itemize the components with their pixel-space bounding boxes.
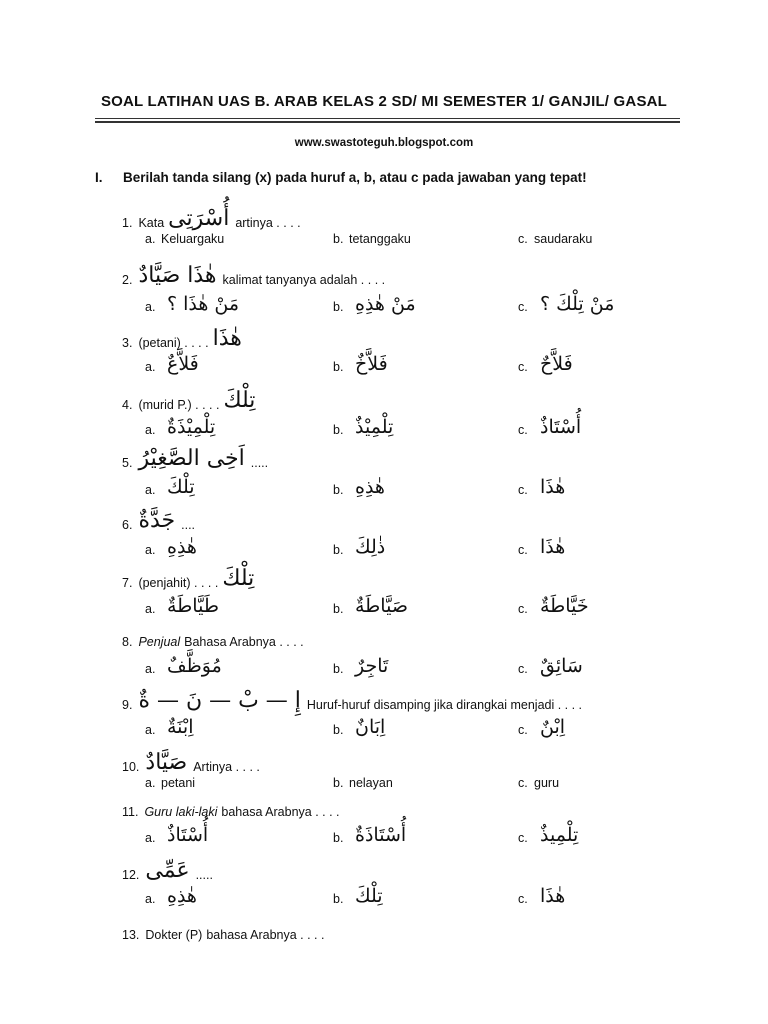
question-arabic-text: عَمِّى: [145, 858, 190, 883]
option-text: أُسْتَاذٌ: [167, 824, 209, 846]
option-text: هٰذِهِ: [167, 885, 197, 907]
question-prefix: Penjual: [138, 635, 181, 649]
option-text: مَنْ تِلْكَ ؟: [540, 293, 615, 315]
question-6: [122, 510, 195, 532]
option-6-a[interactable]: [145, 538, 197, 557]
option-10-c[interactable]: [518, 776, 559, 790]
option-label: c.: [518, 602, 528, 616]
question-4: [122, 390, 261, 412]
option-text: سَائِقٌ: [540, 655, 583, 677]
question-number: 10.: [122, 760, 140, 774]
question-arabic-text: هٰذَا صَيَّادٌ: [138, 263, 217, 288]
option-label: b.: [333, 483, 344, 497]
question-arabic-text: أُسْرَتِى: [168, 206, 230, 231]
option-text: تِلْمِيْذٌ: [355, 416, 394, 438]
option-2-b[interactable]: [333, 295, 416, 314]
option-8-c[interactable]: [518, 657, 583, 676]
question-number: 3.: [122, 336, 133, 350]
question-number: 4.: [122, 398, 133, 412]
option-label: a.: [145, 662, 156, 676]
option-label: a.: [145, 300, 156, 314]
option-4-a[interactable]: [145, 418, 215, 437]
option-2-a[interactable]: [145, 295, 239, 314]
option-label: c.: [518, 543, 528, 557]
question-prefix: Kata: [138, 216, 165, 230]
question-8: [122, 635, 304, 649]
option-label: b.: [333, 723, 344, 737]
option-text: صَيَّاطَةٌ: [355, 595, 408, 617]
question-prefix: (murid P.) . . . .: [138, 398, 220, 412]
option-11-a[interactable]: [145, 826, 208, 845]
option-label: b.: [333, 300, 344, 314]
question-suffix: Artinya . . . .: [193, 760, 260, 774]
option-text: تِلْمِيذٌ: [540, 824, 579, 846]
option-text: saudaraku: [534, 232, 593, 246]
option-1-a[interactable]: [145, 232, 224, 246]
question-suffix: bahasa Arabnya . . . .: [221, 805, 340, 819]
option-label: a.: [145, 723, 156, 737]
option-label: b.: [333, 423, 344, 437]
question-arabic-text: صَيَّادٌ: [145, 750, 188, 775]
option-text: tetanggaku: [349, 232, 411, 246]
option-label: a.: [145, 423, 156, 437]
question-number: 1.: [122, 216, 133, 230]
option-3-a[interactable]: [145, 355, 199, 374]
option-label: b.: [333, 892, 344, 906]
option-text: اِبْنٌ: [540, 716, 566, 738]
option-10-a[interactable]: [145, 776, 195, 790]
option-11-b[interactable]: [333, 826, 406, 845]
question-1: [122, 208, 301, 230]
option-1-b[interactable]: [333, 232, 411, 246]
option-label: c.: [518, 232, 528, 246]
question-number: 9.: [122, 698, 133, 712]
question-12: [122, 860, 213, 882]
option-label: b.: [333, 360, 344, 374]
question-prefix: (petani) . . . .: [138, 336, 209, 350]
option-5-a[interactable]: [145, 478, 195, 497]
option-text: تِلْمِيْذَةٌ: [167, 416, 216, 438]
question-arabic-text: جَدَّةٌ: [138, 508, 176, 533]
question-number: 5.: [122, 456, 133, 470]
question-suffix: kalimat tanyanya adalah . . . .: [222, 273, 386, 287]
question-9: [122, 690, 582, 712]
option-4-b[interactable]: [333, 418, 393, 437]
option-label: c.: [518, 723, 528, 737]
option-text: Keluargaku: [161, 232, 225, 246]
option-5-b[interactable]: [333, 478, 385, 497]
option-text: petani: [161, 776, 196, 790]
question-2: [122, 265, 385, 287]
option-text: أُسْتَاذَةٌ: [355, 824, 407, 846]
option-label: c.: [518, 831, 528, 845]
question-suffix: Huruf-huruf disamping jika dirangkai menjadi . . . .: [306, 698, 583, 712]
option-text: مُوَظَّفٌ: [167, 655, 222, 677]
question-number: 13.: [122, 928, 140, 942]
option-text: هٰذَا: [540, 476, 566, 498]
option-1-c[interactable]: [518, 232, 592, 246]
question-number: 12.: [122, 868, 140, 882]
option-text: أُسْتَاذٌ: [540, 416, 582, 438]
section-number: I.: [95, 170, 103, 185]
option-text: اِبْنَةٌ: [167, 716, 194, 738]
option-9-b[interactable]: [333, 718, 385, 737]
option-text: مَنْ هٰذَا ؟: [167, 293, 240, 315]
question-arabic-text: إِ — بْ — نَ — ةٌ: [138, 688, 301, 713]
option-8-b[interactable]: [333, 657, 388, 676]
question-number: 8.: [122, 635, 133, 649]
question-arabic-text: اَخِى الصَّغِيْرُ: [138, 446, 245, 471]
option-3-b[interactable]: [333, 355, 388, 374]
option-3-c[interactable]: [518, 355, 573, 374]
option-label: a.: [145, 360, 156, 374]
option-7-b[interactable]: [333, 597, 408, 616]
option-text: هٰذَا: [540, 536, 566, 558]
question-5: [122, 448, 268, 470]
question-13: [122, 928, 324, 942]
option-label: c.: [518, 300, 528, 314]
question-11: [122, 805, 340, 819]
title-rule-bottom: [95, 121, 680, 123]
option-text: اِبَانٌ: [355, 716, 386, 738]
option-label: a.: [145, 892, 156, 906]
option-8-a[interactable]: [145, 657, 222, 676]
question-3: [122, 328, 248, 350]
question-number: 6.: [122, 518, 133, 532]
option-text: تَاجِرٌ: [355, 655, 389, 677]
option-9-c[interactable]: [518, 718, 565, 737]
question-suffix: Bahasa Arabnya . . . .: [184, 635, 304, 649]
option-text: nelayan: [349, 776, 393, 790]
option-label: a.: [145, 776, 156, 790]
option-text: فَلاَّخٌ: [355, 353, 388, 375]
question-10: [122, 752, 260, 774]
option-7-a[interactable]: [145, 597, 219, 616]
question-suffix: .....: [250, 456, 269, 470]
question-suffix: .....: [195, 868, 213, 882]
question-number: 2.: [122, 273, 133, 287]
question-arabic-text: هٰذَا: [212, 326, 242, 351]
option-text: فَلاَّعٌ: [167, 353, 199, 375]
option-text: تِلْكَ: [355, 885, 383, 907]
option-text: guru: [534, 776, 560, 790]
option-7-c[interactable]: [518, 597, 589, 616]
option-text: فَلاَّحٌ: [540, 353, 573, 375]
question-prefix: Dokter (P): [145, 928, 203, 942]
question-suffix: ....: [181, 518, 196, 532]
option-label: a.: [145, 602, 156, 616]
option-label: b.: [333, 776, 344, 790]
option-12-c[interactable]: [518, 887, 565, 906]
option-label: c.: [518, 776, 528, 790]
option-text: تِلْكَ: [167, 476, 195, 498]
question-arabic-text: تِلْكَ: [222, 566, 255, 591]
option-label: a.: [145, 483, 156, 497]
option-label: b.: [333, 662, 344, 676]
option-text: مَنْ هٰذِهِ: [355, 293, 416, 315]
option-text: خَيَّاطَةٌ: [540, 595, 589, 617]
section-heading: [95, 170, 587, 185]
option-label: b.: [333, 602, 344, 616]
option-label: c.: [518, 423, 528, 437]
question-suffix: bahasa Arabnya . . . .: [206, 928, 325, 942]
option-label: a.: [145, 232, 156, 246]
option-text: هٰذِهِ: [355, 476, 385, 498]
question-arabic-text: تِلْكَ: [223, 388, 256, 413]
option-label: c.: [518, 483, 528, 497]
option-label: a.: [145, 831, 156, 845]
option-label: a.: [145, 543, 156, 557]
option-label: c.: [518, 892, 528, 906]
option-label: c.: [518, 662, 528, 676]
option-6-c[interactable]: [518, 538, 565, 557]
option-2-c[interactable]: [518, 295, 614, 314]
option-5-c[interactable]: [518, 478, 565, 497]
option-text: هٰذِهِ: [167, 536, 197, 558]
question-suffix: artinya . . . .: [235, 216, 301, 230]
website-url: www.swastoteguh.blogspot.com: [294, 137, 474, 149]
question-number: 7.: [122, 576, 133, 590]
question-number: 11.: [122, 805, 139, 819]
option-12-a[interactable]: [145, 887, 197, 906]
question-prefix: (penjahit) . . . .: [138, 576, 219, 590]
option-11-c[interactable]: [518, 826, 578, 845]
option-12-b[interactable]: [333, 887, 383, 906]
option-10-b[interactable]: [333, 776, 393, 790]
option-label: b.: [333, 831, 344, 845]
option-text: هٰذَا: [540, 885, 566, 907]
page-title: SOAL LATIHAN UAS B. ARAB KELAS 2 SD/ MI SEMESTER 1/ GANJIL/ GASAL: [100, 93, 668, 110]
option-9-a[interactable]: [145, 718, 194, 737]
section-instruction: Berilah tanda silang (x) pada huruf a, b, atau c pada jawaban yang tepat!: [123, 170, 587, 185]
option-label: c.: [518, 360, 528, 374]
option-label: b.: [333, 543, 344, 557]
option-label: b.: [333, 232, 344, 246]
option-text: ذٰلِكَ: [355, 536, 386, 558]
option-6-b[interactable]: [333, 538, 385, 557]
question-prefix: Guru laki-laki: [144, 805, 218, 819]
question-7: [122, 568, 260, 590]
title-rule-top: [95, 118, 680, 119]
option-4-c[interactable]: [518, 418, 581, 437]
option-text: طَيَّاطَةٌ: [167, 595, 219, 617]
